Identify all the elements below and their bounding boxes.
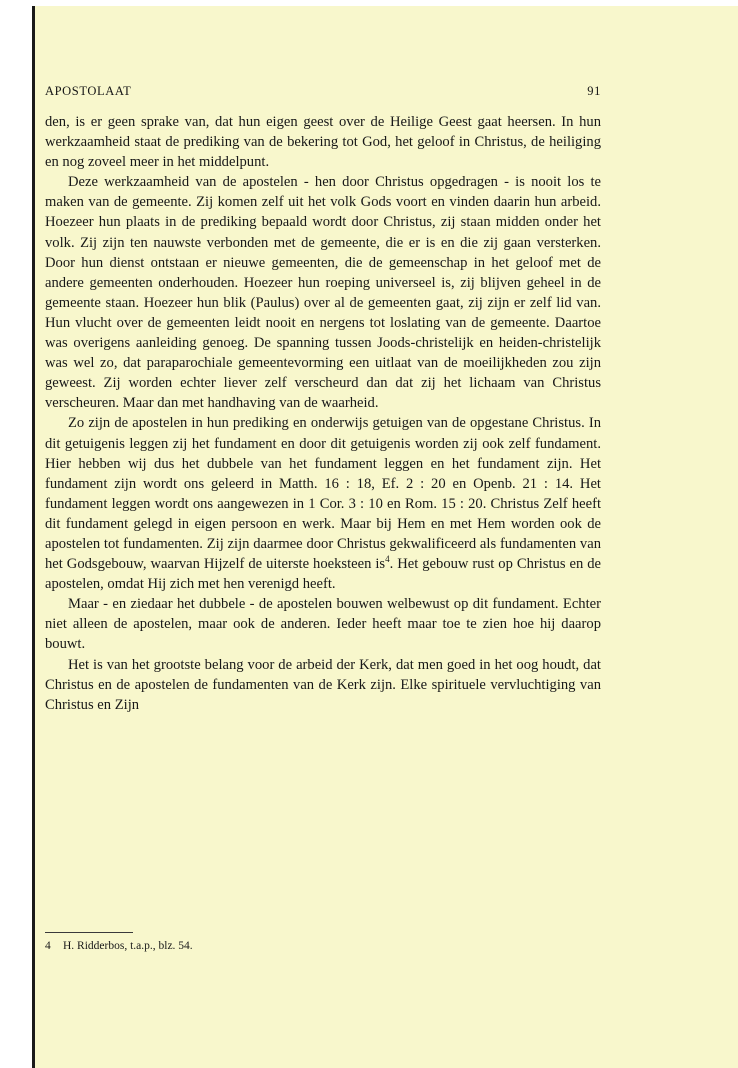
footnote-divider bbox=[45, 932, 133, 933]
footnote-text: H. Ridderbos, t.a.p., blz. 54. bbox=[63, 940, 193, 952]
page-number: 91 bbox=[587, 84, 601, 98]
paragraph-2: Deze werkzaamheid van de apostelen - hen door Christus opgedragen - is nooit los te maken van de gemeente. Zij komen zelf uit het volk Gods voort en vinden daarin hun arbeid. Hoezeer hun plaats in de prediking bepaald wordt door Christus, zij staan midden onder het volk. Zij zijn ten nauwste verbonden met de gemeente, die er is en die zij gaan versterken. Door hun dienst ontstaan er nieuwe gemeenten, die de gemeenschap in het geloof met de andere gemeenten onderhouden. Hoezeer hun roeping universeel is, zij blijven geheel in de gemeente staan. Hoezeer hun blik (Paulus) over al de gemeenten gaat, zij zijn er zelf lid van. Hun vlucht over de gemeenten leidt nooit en nergens tot loslating van de gemeente. Daartoe was overigens aanleiding genoeg. De spanning tussen Joods-christelijk en heiden-christelijk was wel zo, dat paraparochiale gemeentevorming een uitlaat van de moeilijkheden zou zijn geweest. Zij worden echter liever zelf verscheurd dan dat zij het lichaam van Christus verscheuren. Maar dan met handhaving van de waarheid. bbox=[45, 174, 601, 412]
paragraph-5: Het is van het grootste belang voor de arbeid der Kerk, dat men goed in het oog houdt, dat Christus en de apostelen de fundamenten van de Kerk zijn. Elke spirituele vervluchtiging van Christus en Zijn bbox=[45, 656, 601, 713]
page-header bbox=[45, 84, 601, 104]
paragraph-3-text: Zo zijn de apostelen in hun prediking en onderwijs getuigen van de opgestane Christus. In dit getuigenis leggen zij het fundament en door dit getuigenis worden zij ook zelf fundament. Hier hebben wij dus het dubbele van het fundament leggen en het fundament zijn. Het fundament zijn wordt ons geleerd in Matth. 16 : 18, Ef. 2 : 20 en Openb. 21 : 14. Het fundament leggen wordt ons aangewezen in 1 Cor. 3 : 10 en Rom. 15 : 20. Christus Zelf heeft dit fundament gelegd in eigen persoon en werk. Maar bij Hem en met Hem worden ook de apostelen tot fundamenten. Zij zijn daarmee door Christus gekwalificeerd als fundamenten van het Godsgebouw, waarvan Hijzelf de uiterste hoeksteen is bbox=[45, 415, 601, 573]
paragraph-4: Maar - en ziedaar het dubbele - de apostelen bouwen welbewust op dit fundament. Echter niet alleen de apostelen, maar ook de anderen. Ieder heeft maar toe te zien hoe hij daarop bouwt. bbox=[45, 596, 601, 653]
footnote bbox=[45, 940, 601, 952]
footnote-number: 4 bbox=[45, 940, 51, 952]
paragraph-3 bbox=[45, 413, 601, 594]
running-title: APOSTOLAAT bbox=[45, 84, 132, 98]
body-text bbox=[45, 112, 601, 715]
paragraph-3-text-end: . Het gebouw rust op Christus en de apostelen, omdat Hij zich met hen verenigd heeft. bbox=[45, 556, 601, 593]
paragraph-1: den, is er geen sprake van, dat hun eigen geest over de Heilige Geest gaat heersen. In hun werkzaamheid staat de prediking van de bekering tot God, het geloof in Christus, de heiliging en nog zoveel meer in het middelpunt. bbox=[45, 114, 601, 171]
footnote-reference[interactable]: 4 bbox=[385, 554, 390, 565]
